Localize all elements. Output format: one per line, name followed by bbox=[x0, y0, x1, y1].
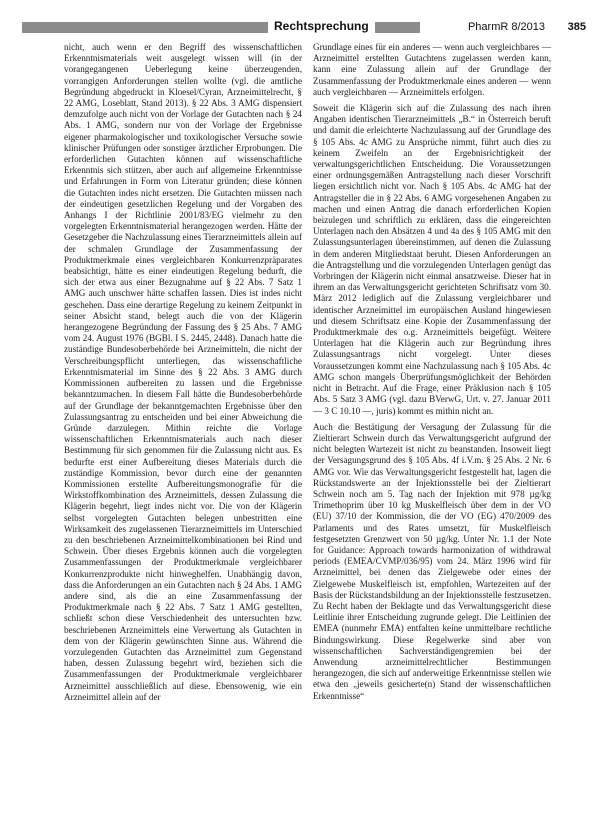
paragraph: Grundlage eines für ein anderes — wenn auch vergleichbares — Arzneimittel erstellten Gutachtens zugelassen werden kann, kann eine Zulassung allein auf der Grundlage der Zusammenfassung der Produktmerkmale eines anderen — wenn auch vergleichbaren — Arzneimittels erfolgen. bbox=[313, 42, 551, 97]
page-number: 385 bbox=[567, 21, 586, 33]
left-column bbox=[64, 42, 302, 703]
right-column bbox=[313, 42, 551, 702]
page-header bbox=[22, 19, 586, 35]
paragraph: nicht, auch wenn er den Begriff des wissenschaftlichen Erkenntnismaterials weit ausgelegt wissen will (in der vorangegangenen Ueberlegung keine überzeugenden, vorrangigen Anforderungen stellen wollte (vgl. die amtliche Begründung abgedruckt in Kloesel/Cyran, Arzneimittelrecht, § 22 AMG, Loseblatt, Stand 2013). § 22 Abs. 3 AMG dispensiert demzufolge auch nicht von der Vorlage der Gutachten nach § 24 Abs. 1 AMG, sondern nur von der Vorlage der Ergebnisse eigener pharmakologischer und toxikologischer Versuche sowie klinischer Prüfungen oder sonstiger ärztlicher Erprobungen. Die erforderlichen Gutachten können auf wissenschaftliche Erkenntnis sich stützen, aber auch auf allgemeine Erkenntnisse und Erfahrungen in Form von Literatur gründen; diese können die Gutachten indes nicht ersetzen. Die Gutachten müssen nach der eindeutigen gesetzlichen Regelung und der Vorgaben des Anhangs I der Richtlinie 2001/83/EG vielmehr zu den vorgelegten Erkenntnismaterial herangezogen werden. Hätte der Gesetzgeber die Nachzulassung eines Tierarzneimittels allein auf der schmalen Grundlage der Zusammenfassung der Produktmerkmale eines vergleichbaren Konkurrenzpräparates beabsichtigt, hätte es einer eindeutigen Regelung bedurft, die sich der etwa aus einer Bezugnahme auf § 22 Abs. 7 Satz 1 AMG auch unschwer hätte schaffen lassen. Dies ist indes nicht geschehen. Dass eine derartige Regelung zu keinem Zeitpunkt in seiner Absicht stand, belegt auch die von der Klägerin herangezogene Begründung der Fassung des § 25 Abs. 7 AMG vom 24. August 1976 (BGBl. I S. 2445, 2448). Danach hatte die zuständige Bundesoberbehörde bei Arzneimitteln, die nicht der Verschreibungspflicht unterliegen, das wissenschaftliche Erkenntnismaterial im Sinne des § 22 Abs. 3 AMG durch Kommissionen aufbereiten zu lassen und die Ergebnisse bekanntzumachen. In diesem Fall hätte die Bundesoberbehörde auf der Grundlage der bekanntgemachten Ergebnisse über den Zulassungsantrag zu entscheiden und bei einer Abweichung die Gründe darzulegen. Mithin reichte die Vorlage wissenschaftlichen Erkenntnismaterials auch nach dieser Bestimmung für sich genommen für die Zulassung nicht aus. Es bedurfte erst einer Aufbereitung dieses Materials durch die zuständige Kommission, bevor durch eine der genannten Kommissionen erstellte Aufbereitungsmonografie für die Wirkstoffkombination des Arzneimittels, dessen Zulassung die Klägerin begehrt, liegt indes nicht vor. Die von der Klägerin selbst vorgelegten Gutachten belegen unbestritten eine Wirksamkeit des zugelassenen Tierarzneimittels im Unterschied zu den beschriebenen Arzneimittelkombinationen bei Rind und Schwein. Über dieses Ergebnis können auch die vorgelegten Zusammenfassungen der Produktmerkmale vergleichbarer Konkurrenzprodukte nicht hinweghelfen. Unabhängig davon, dass die Anforderungen an ein Gutachten nach § 24 Abs. 1 AMG andere sind, als die an eine Zusammenfassung der Produktmerkmale nach § 22 Abs. 7 Satz 1 AMG gestellten, schließt schon diese Verschiedenheit des untersuchten bzw. beschriebenen Arzneimittels eine Verwertung als Gutachten in dem von der Klägerin gewünschten Sinne aus. Während die vorzulegenden Gutachten das Arzneimittel zum Gegenstand haben, dessen Zulassung begehrt wird, beziehen sich die Zusammenfassungen der Produktmerkmale vergleichbarer Arzneimittel ausschließlich auf diese. Ebensowenig, wie ein Arzneimittel allein auf der bbox=[64, 42, 302, 702]
section-title: Rechtsprechung bbox=[268, 18, 375, 34]
paragraph: Auch die Bestätigung der Versagung der Zulassung für die Zieltierart Schwein durch das Verwaltungsgericht aufgrund der nicht belegten Wartezeit ist nicht zu beanstanden. Insoweit liegt der Versagungsgrund des § 105 Abs. 4f i.V.m. § 25 Abs. 2 Nr. 6 AMG vor. Wie das Verwaltungsgericht festgestellt hat, lagen die Rückstandswerte an der Injektionsstelle bei der Zieltierart Schwein noch am 5. Tag nach der Injektion mit 978 µg/kg Trimethoprim über 10 kg Muskelfleisch über dem in der VO (EU) 37/10 der Kommission, die der VO (EG) 470/2009 des Parlaments und des Rates umsetzt, für Muskelfleisch festgesetzten Grenzwert von 50 µg/kg. Unter Nr. 1.1 der Note for Guidance: Approach towards harmonization of withdrawal periods (EMEA/CVMP/036/95) vom 24. März 1996 wird für Arzneimittel, bei denen das Zielgewebe oder eines der Zielgewebe Muskelfleisch ist, empfohlen, Wartezeiten auf der Basis der Rückstandsbildung an der Injektionsstelle festzusetzen. Zu Recht haben der Beklagte und das Verwaltungsgericht diese Leitlinie ihrer Entscheidung zugrunde gelegt. Die Leitlinien der EMEA (nunmehr EMA) entfalten keine unmittelbare rechtliche Bindungswirkung. Diese Regelwerke sind aber von wissenschaftlichen Sachverständigengremien bei der Anwendung arzneimittelrechtlicher Bestimmungen herangezogen, die sich auf anderweitige Erkenntnisse stellen wie etwa den „jeweils gesicherte(n) Stand der wissenschaftlichen Erkenntnisse“ bbox=[313, 421, 551, 701]
paragraph: Soweit die Klägerin sich auf die Zulassung des nach ihren Angaben identischen Tierarzneimittels „B.“ in Österreich beruft und damit die erleichterte Nachzulassung auf der Grundlage des § 105 Abs. 4c AMG zu Ansprüche nimmt, führt auch dies zu keinem Zweifeln an der Ergebnisrichtigkeit der verwaltungsgerichtlichen Entscheidung. Die Voraussetzungen einer ordnungsgemäßen Antragstellung nach dieser Vorschrift liegen ersichtlich nicht vor. Nach § 105 Abs. 4c AMG hat der Antragsteller die in § 22 Abs. 6 AMG vorgesehenen Angaben zu machen und einen Antrag die danach erforderlichen Kopien beizulegen und schriftlich zu erklären, dass die eingereichten Unterlagen nach den Absätzen 4 und 4a des § 105 AMG mit den Zulassungsunterlagen übereinstimmen, auf denen die Zulassung in dem anderen Mitgliedstaat beruht. Diesen Anforderungen an die Antragstellung und die vorzulegenden Unterlagen genügt das Vorbringen der Klägerin nicht einmal ansatzweise. Dieser hat in ihrem an das Verwaltungsgericht gerichteten Schriftsatz vom 30. März 2012 lediglich auf die Zulassung vergleichbarer und identischer Arzneimittel im europäischen Ausland hingewiesen und diesem Schriftsatz eine Kopie der Zusammenfassung der Produktmerkmale des o.g. Arzneimittels beigefügt. Weitere Unterlagen hat die Klägerin auch zur Begründung ihres Zulassungsantrags nicht vorgelegt. Unter dieses Voraussetzungen kommt eine Nachzulassung nach § 105 Abs. 4c AMG schon mangels Überprüfungsmöglichkeit der Behörden nicht in Betracht. Auf die Frage, einer Präklusion nach § 105 Abs. 5 Satz 3 AMG (vgl. dazu BVerwG, Urt. v. 27. Januar 2011 — 3 C 10.10 —, juris) kommt es mithin nicht an. bbox=[313, 103, 551, 416]
journal-citation: PharmR 8/2013 bbox=[467, 21, 545, 33]
